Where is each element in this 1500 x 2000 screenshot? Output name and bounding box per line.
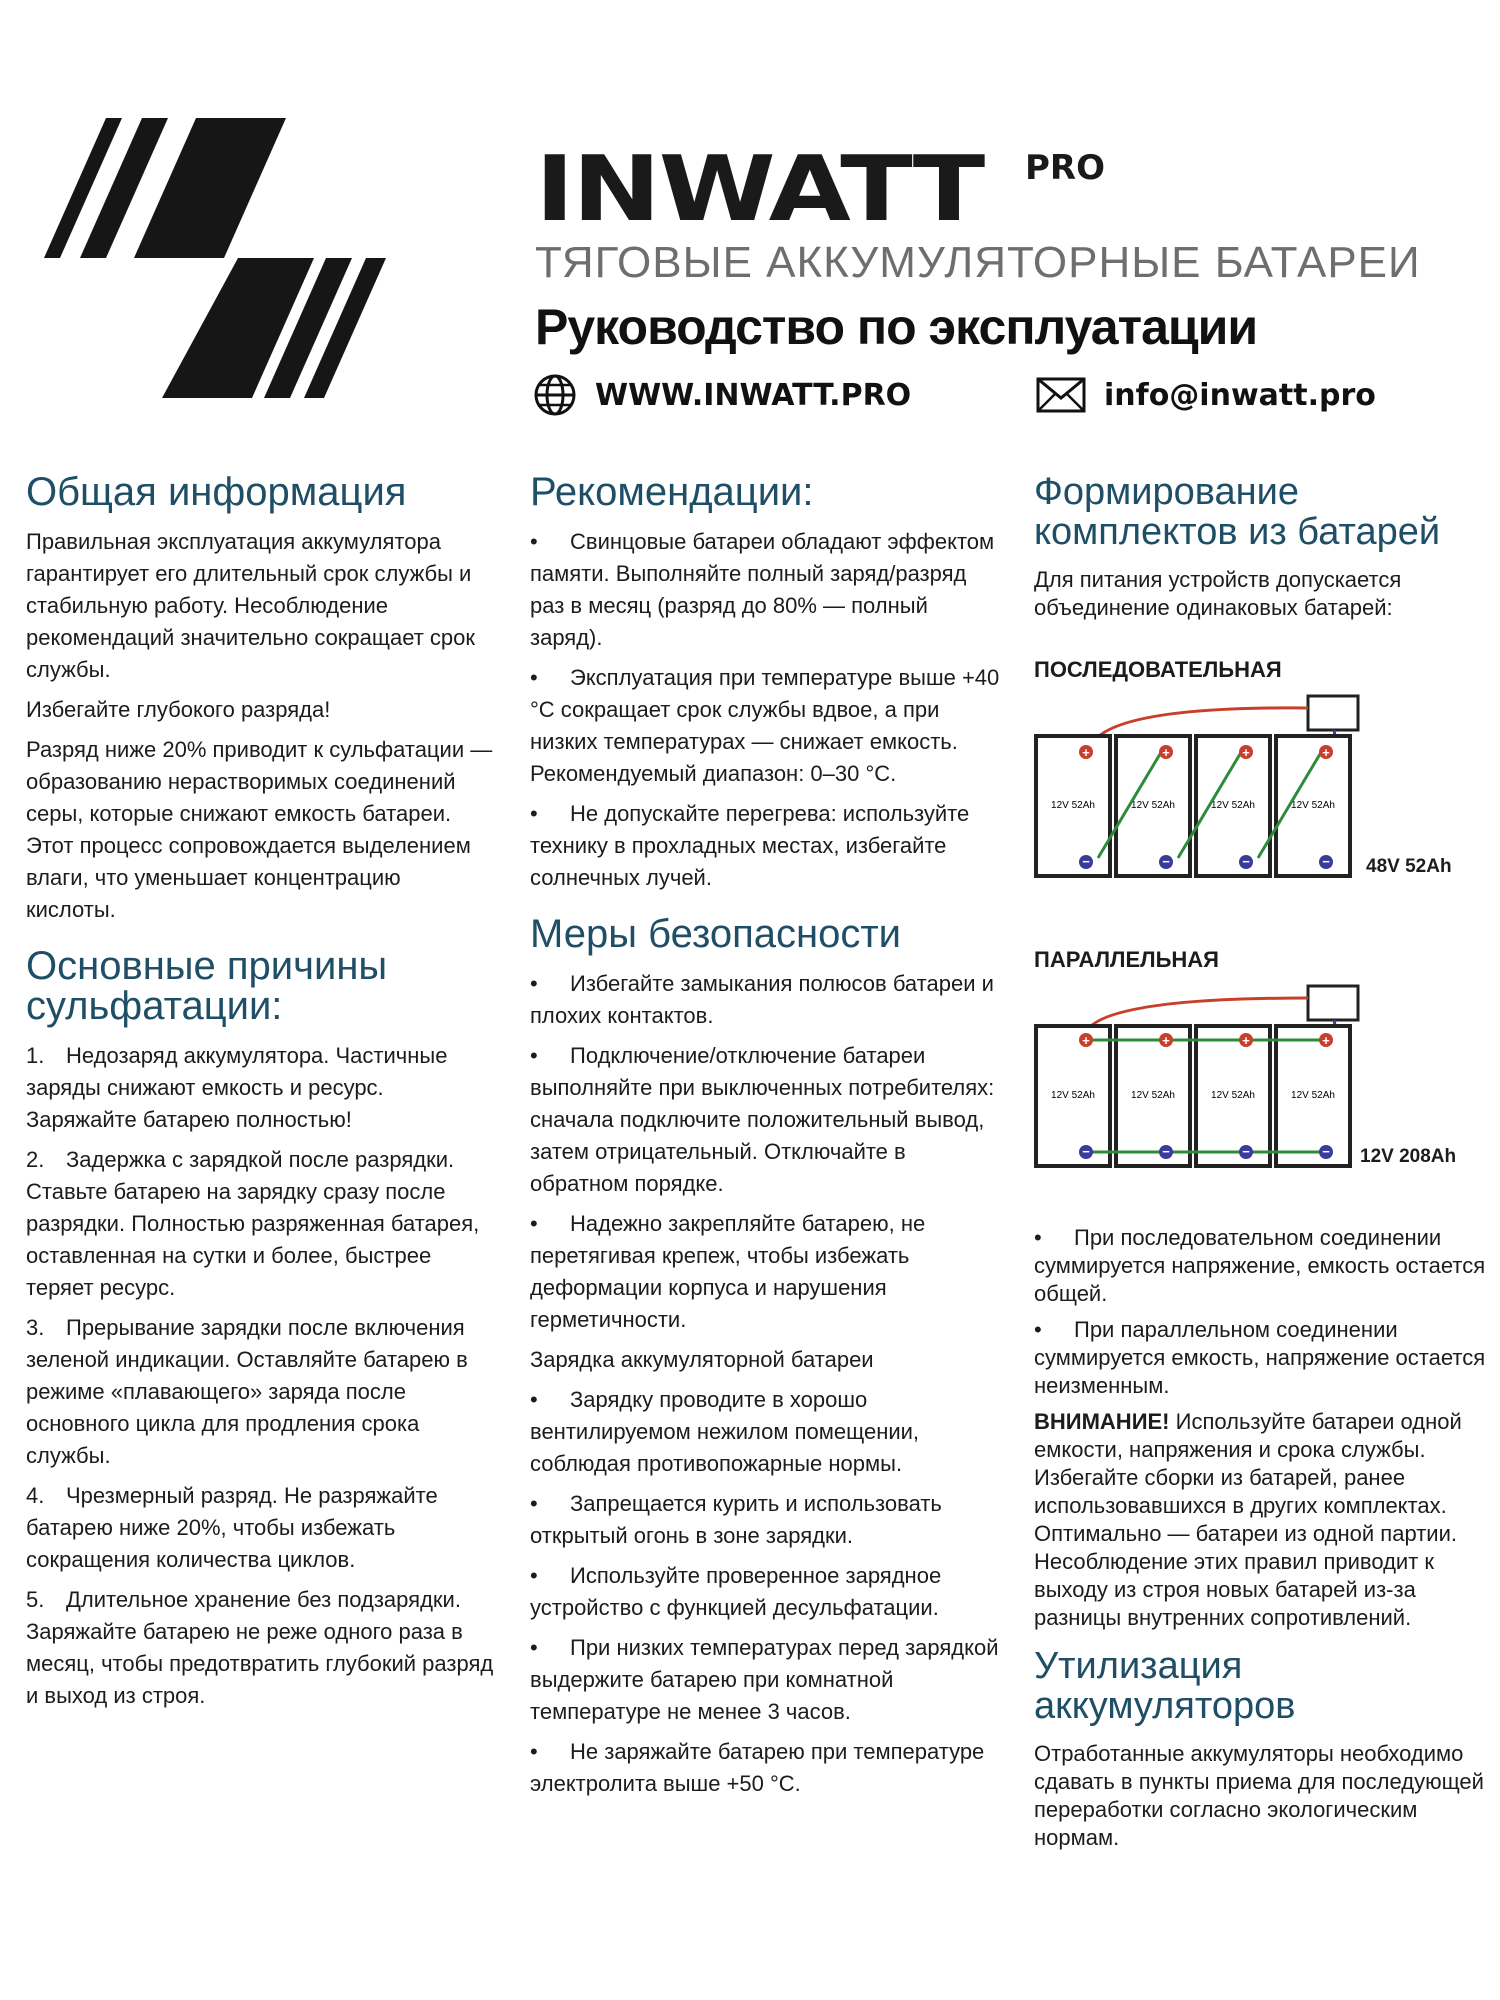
svg-text:+: + xyxy=(1322,745,1330,760)
brand-name: INWATT xyxy=(535,137,983,242)
svg-text:−: − xyxy=(1162,1144,1170,1159)
battery xyxy=(1276,1026,1350,1166)
assembly-note: • При параллельном соединении суммируется емкость, напряжение остается неизменным. xyxy=(1034,1317,1486,1398)
general-paragraph-3: Разряд ниже 20% приводит к сульфатации — образованию нерастворимых соединений серы, которые снижают емкость батареи. Этот процесс сопровождается выделением влаги, что уменьшает концентрацию кислоты. xyxy=(26,737,493,922)
cause-item: 1. Недозаряд аккумулятора. Частичные заряды снижают емкость и ресурс. Заряжайте батарею полностью! xyxy=(26,1043,448,1132)
svg-text:+: + xyxy=(1082,1033,1090,1048)
manual-title: Руководство по эксплуатации xyxy=(535,299,1258,355)
charging-item: • Зарядку проводите в хорошо вентилируемом нежилом помещении, соблюдая противопожарные нормы. xyxy=(530,1387,920,1476)
cause-item: 2. Задержка с зарядкой после разрядки. Ставьте батарею на зарядку сразу после разрядки. Полностью разряженная батарея, оставленная на сутки и более, быстрее теряет ресурс. xyxy=(26,1147,480,1300)
svg-text:12V 52Ah: 12V 52Ah xyxy=(1131,800,1175,811)
cause-item: 5. Длительное хранение без подзарядки. Заряжайте батарею не реже одного раза в месяц, чтобы предотвратить глубокий разряд и выход из строя. xyxy=(26,1587,494,1708)
cause-item: 4. Чрезмерный разряд. Не разряжайте батарею ниже 20%, чтобы избежать сокращения количества циклов. xyxy=(26,1483,438,1572)
svg-text:−: − xyxy=(1322,854,1330,869)
general-paragraph-2: Избегайте глубокого разряда! xyxy=(26,697,331,722)
email-link[interactable]: info@inwatt.pro xyxy=(1104,377,1376,413)
charging-item: • Используйте проверенное зарядное устройство с функцией десульфатации. xyxy=(530,1563,942,1620)
svg-text:−: − xyxy=(1322,1144,1330,1159)
parallel-diagram xyxy=(1034,974,1494,1194)
parallel-label: ПАРАЛЛЕЛЬНАЯ xyxy=(1034,947,1219,972)
safety-item: • Подключение/отключение батареи выполняйте при выключенных потребителях: сначала подключите положительный вывод, затем отрицательный. Отключайте в обратном порядке. xyxy=(530,1043,995,1196)
assembly-intro: Для питания устройств допускается объединение одинаковых батарей: xyxy=(1034,567,1402,620)
brand-suffix: PRO xyxy=(1025,148,1106,188)
column-recommendations xyxy=(530,472,1000,1800)
safety-item: • Избегайте замыкания полюсов батареи и плохих контактов. xyxy=(530,971,994,1028)
safety-title: Меры безопасности xyxy=(530,912,901,956)
causes-title: Основные причины сульфатации: xyxy=(26,944,388,1028)
svg-text:−: − xyxy=(1162,854,1170,869)
cause-item: 3. Прерывание зарядки после включения зеленой индикации. Оставляйте батарею в режиме «плавающего» заряда после основного цикла для продления срока службы. xyxy=(26,1315,468,1468)
svg-text:−: − xyxy=(1082,1144,1090,1159)
svg-text:12V 52Ah: 12V 52Ah xyxy=(1051,800,1095,811)
battery xyxy=(1196,1026,1270,1166)
battery xyxy=(1036,1026,1110,1166)
svg-text:+: + xyxy=(1162,1033,1170,1048)
recommendations-title: Рекомендации: xyxy=(530,470,814,514)
charger-box xyxy=(1308,986,1358,1020)
series-label: ПОСЛЕДОВАТЕЛЬНАЯ xyxy=(1034,657,1282,682)
charging-item: • Не заряжайте батарею при температуре электролита выше +50 °C. xyxy=(530,1739,985,1796)
svg-text:12V 52Ah: 12V 52Ah xyxy=(1051,1090,1095,1101)
charging-item: • При низких температурах перед зарядкой выдержите батарею при комнатной температуре не менее 3 часов. xyxy=(530,1635,999,1724)
disposal-title: Утилизация аккумуляторов xyxy=(1034,1645,1296,1727)
website-link[interactable]: WWW.INWATT.PRO xyxy=(595,377,912,413)
safety-item: • Надежно закрепляйте батарею, не перетягивая крепеж, чтобы избежать деформации корпуса и нарушения герметичности. xyxy=(530,1211,926,1332)
brand-logo xyxy=(535,137,1135,242)
recommendation-item: • Свинцовые батареи обладают эффектом памяти. Выполняйте полный заряд/разряд раз в месяц (разряд до 80% — полный заряд). xyxy=(530,529,995,650)
envelope-icon xyxy=(1036,377,1086,413)
email-contact[interactable] xyxy=(1036,372,1376,418)
website-contact[interactable] xyxy=(533,372,911,418)
charger-box xyxy=(1308,696,1358,730)
svg-text:+: + xyxy=(1082,745,1090,760)
svg-text:+: + xyxy=(1242,1033,1250,1048)
recommendation-item: • Эксплуатация при температуре выше +40 °C сокращает срок службы вдвое, а при низких температурах — снижает емкость. Рекомендуемый диапазон: 0–30 °C. xyxy=(530,665,1000,786)
svg-text:+: + xyxy=(1162,745,1170,760)
charging-title: Зарядка аккумуляторной батареи xyxy=(530,1347,874,1372)
warning-label: ВНИМАНИЕ! xyxy=(1034,1409,1170,1434)
series-result: 48V 52Ah xyxy=(1366,856,1452,877)
svg-text:12V 52Ah: 12V 52Ah xyxy=(1291,1090,1335,1101)
battery xyxy=(1116,1026,1190,1166)
svg-text:12V 52Ah: 12V 52Ah xyxy=(1211,1090,1255,1101)
warning-text: ВНИМАНИЕ! Используйте батареи одной емкости, напряжения и срока службы. Избегайте сборки из батарей, ранее использовавшихся в других комплектах. Оптимально — батареи из одной партии. Несоблюдение этих правил приводит к выходу из строя новых батарей из-за разницы внутренних сопротивлений. xyxy=(1034,1409,1462,1630)
svg-text:+: + xyxy=(1322,1033,1330,1048)
charging-item: • Запрещается курить и использовать открытый огонь в зоне зарядки. xyxy=(530,1491,942,1548)
general-paragraph-1: Правильная эксплуатация аккумулятора гарантирует его длительный срок службы и стабильную работу. Несоблюдение рекомендаций значительно сокращает срок службы. xyxy=(26,529,476,682)
svg-text:12V 52Ah: 12V 52Ah xyxy=(1291,800,1335,811)
svg-text:−: − xyxy=(1242,1144,1250,1159)
svg-text:+: + xyxy=(1242,745,1250,760)
column-assembly xyxy=(1034,472,1494,1852)
globe-icon xyxy=(533,373,577,417)
assembly-title: Формирование комплектов из батарей xyxy=(1034,471,1441,553)
column-general xyxy=(26,472,496,1712)
series-diagram xyxy=(1034,684,1494,904)
assembly-note: • При последовательном соединении суммируется напряжение, емкость остается общей. xyxy=(1034,1225,1486,1306)
general-title: Общая информация xyxy=(26,470,407,514)
svg-text:−: − xyxy=(1082,854,1090,869)
svg-text:12V 52Ah: 12V 52Ah xyxy=(1211,800,1255,811)
svg-text:−: − xyxy=(1242,854,1250,869)
disposal-text: Отработанные аккумуляторы необходимо сдавать в пункты приема для последующей переработки согласно экологическим нормам. xyxy=(1034,1741,1484,1850)
recommendation-item: • Не допускайте перегрева: используйте технику в прохладных местах, избегайте солнечных лучей. xyxy=(530,801,970,890)
parallel-result: 12V 208Ah xyxy=(1360,1146,1457,1167)
svg-text:12V 52Ah: 12V 52Ah xyxy=(1131,1090,1175,1101)
logo-mark xyxy=(44,118,414,398)
subtitle: ТЯГОВЫЕ АККУМУЛЯТОРНЫЕ БАТАРЕИ xyxy=(535,238,1421,287)
battery xyxy=(1276,736,1350,876)
